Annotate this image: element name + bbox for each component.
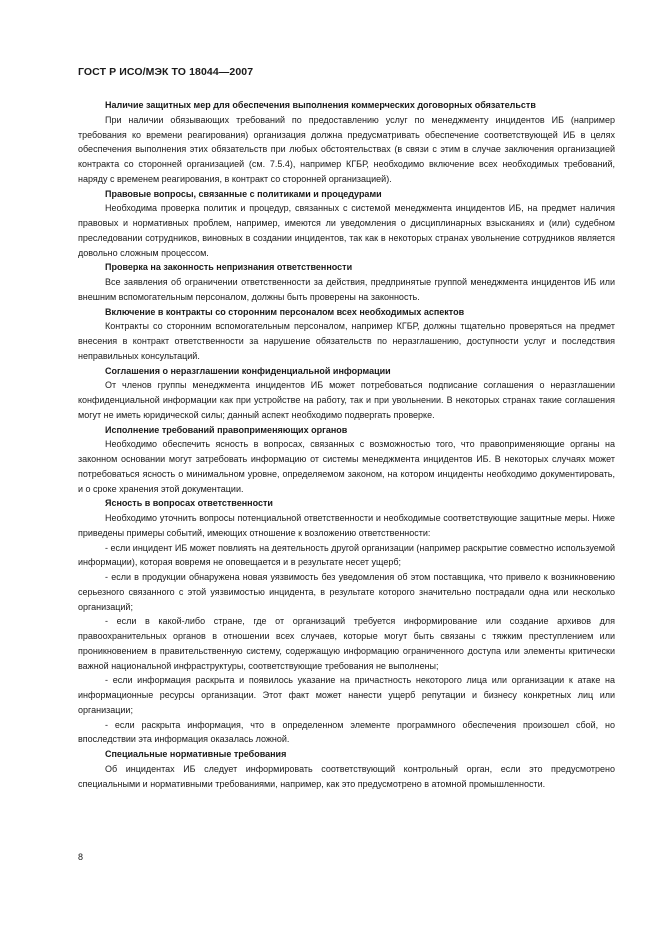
document-header: ГОСТ Р ИСО/МЭК ТО 18044—2007 (78, 66, 254, 78)
body-paragraph: - если раскрыта информация, что в определенном элементе программного обеспечения произошел сбой, но впоследствии эта информация оказалась ложной. (78, 719, 615, 745)
body-paragraph: Об инцидентах ИБ следует информировать соответствующий контрольный орган, если это предусмотрено специальными и нормативными требованиями, например, как это предусмотрено в атомной промышленности. (78, 763, 615, 789)
section-heading: Правовые вопросы, связанные с политиками и процедурами (105, 188, 382, 199)
page-number: 8 (78, 852, 84, 862)
body-paragraph: - если инцидент ИБ может повлиять на деятельность другой организации (например раскрытие совместно используемой информации), которая вовремя не оповещается и в результате несет ущерб; (78, 542, 615, 568)
section-heading: Исполнение требований правоприменяющих органов (105, 424, 348, 435)
document-body (78, 98, 615, 791)
body-paragraph: При наличии обязывающих требований по предоставлению услуг по менеджменту инцидентов ИБ (например требования ко времени реагирования) организация должна предусматривать обеспечение соответствующей ИБ в целях обеспечения выполнения этих обязательств при любых обстоятельствах (в связи с этим в случае заключения организацией контракта со сторонней организацией (см. 7.5.4), например КГБР, необходимо включение всех необходимых требований, наряду с временем реагирования, в контракт со сторонней организацией). (78, 114, 615, 184)
section-heading: Соглашения о неразглашении конфиденциальной информации (105, 365, 391, 376)
body-paragraph: Необходима проверка политик и процедур, связанных с системой менеджмента инцидентов ИБ, на предмет наличия правовых и нормативных проблем, например, имеются ли уведомления о дисциплинарных взысканиях и (или) судебном преследовании сотрудников, виновных в создании инцидентов, так как в некоторых странах увольнение сотрудников является довольно сложным процессом. (78, 203, 615, 258)
section-heading: Специальные нормативные требования (105, 749, 287, 759)
body-paragraph: - если информация раскрыта и появилось указание на причастность некоторого лица или организации к атаке на информационные ресурсы организации. Этот факт может нанести ущерб репутации и бизнесу конкретных лиц или организации; (78, 675, 615, 715)
body-paragraph: Контракты со сторонним вспомогательным персоналом, например КГБР, должны тщательно проверяться на предмет внесения в контракт ответственности за нарушение обязательств по неразглашению, доступности услуг и последствия неправильных консультаций. (78, 321, 615, 361)
section-heading: Ясность в вопросах ответственности (105, 498, 273, 509)
body-paragraph: Необходимо обеспечить ясность в вопросах, связанных с возможностью того, что правоприменяющие органы на законном основании могут затребовать информацию от системы менеджмента инцидентов ИБ. В некоторых случаях может потребоваться ясность о минимальном уровне, определяемом законом, на котором инциденты необходимо документировать, и о сроке хранения этой документации. (78, 439, 615, 494)
body-paragraph: - если в какой-либо стране, где от организаций требуется информирование или создание архивов для правоохранительных органов в отношении всех случаев, которые могут быть связаны с тяжким преступлением или проникновением в правительственную систему, содержащую информацию ограниченного доступа или элементы критически важной национальной инфраструктуры, соответствующие требования не выполнены; (78, 616, 615, 671)
body-paragraph: Все заявления об ограничении ответственности за действия, предпринятые группой менеджмента инцидентов ИБ или внешним вспомогательным персоналом, должны быть проверены на законность. (78, 277, 615, 302)
body-paragraph: Необходимо уточнить вопросы потенциальной ответственности и необходимые соответствующие защитные меры. Ниже приведены примеры событий, имеющих отношение к возложению ответственности: (78, 513, 615, 538)
section-heading: Проверка на законность непризнания ответственности (105, 262, 353, 273)
section-heading: Включение в контракты со сторонним персоналом всех необходимых аспектов (105, 306, 465, 317)
body-paragraph: От членов группы менеджмента инцидентов ИБ может потребоваться подписание соглашения о неразглашении конфиденциальной информации как при устройстве на работу, так и при увольнении. В некоторых странах такие соглашения могут не иметь юридической силы; данный аспект необходимо подвергать проверке. (78, 380, 615, 420)
body-paragraph: - если в продукции обнаружена новая уязвимость без уведомления об этом поставщика, что привело к возникновению серьезного связанного с этой уязвимостью инцидента, в результате которого значительно пострадали одна или несколько организаций; (78, 572, 615, 612)
section-heading: Наличие защитных мер для обеспечения выполнения коммерческих договорных обязательств (105, 100, 536, 110)
